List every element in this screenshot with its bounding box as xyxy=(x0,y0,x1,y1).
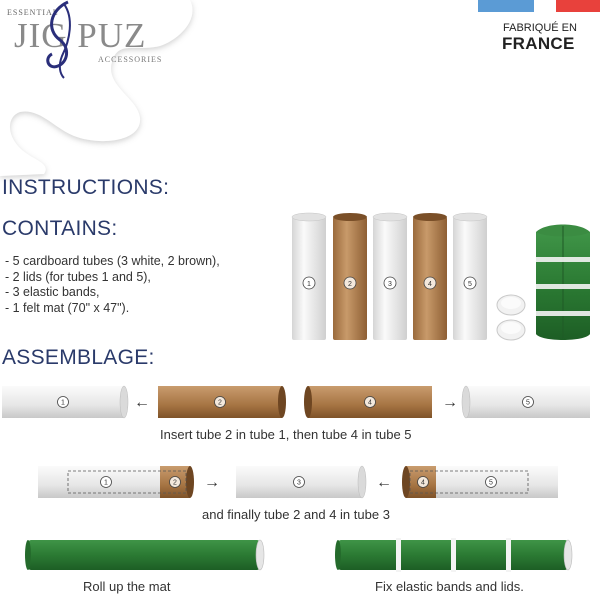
tube-number-label: 1 xyxy=(307,281,311,288)
elastic-band xyxy=(451,538,456,572)
contents-item: - 5 cardboard tubes (3 white, 2 brown), xyxy=(5,254,220,268)
arrow-right-icon: → xyxy=(442,394,458,411)
horizontal-tube-3 xyxy=(236,466,366,498)
horizontal-tube-1 xyxy=(2,386,128,418)
tube-number-label: 1 xyxy=(61,399,65,407)
logo-essential-text: ESSENTIAL xyxy=(7,8,59,17)
contents-item: - 1 felt mat (70" x 47"). xyxy=(5,300,130,315)
tube-number-label: 5 xyxy=(526,399,530,407)
horizontal-tube-2 xyxy=(158,386,286,418)
step-2-caption: and finally tube 2 and 4 in tube 3 xyxy=(202,507,390,522)
tube-number-label: 4 xyxy=(368,399,372,407)
rolled-mat-with-bands xyxy=(335,538,572,572)
step-4-caption: Fix elastic bands and lids. xyxy=(375,579,524,594)
tube-number-label: 2 xyxy=(173,479,177,487)
vertical-tube-4 xyxy=(413,213,447,340)
lid-icon xyxy=(497,320,525,340)
instructions-heading: INSTRUCTIONS: xyxy=(2,176,170,199)
tube-number-label: 3 xyxy=(297,479,301,487)
contains-heading: CONTAINS: xyxy=(2,217,118,240)
arrow-left-icon: ← xyxy=(376,474,392,491)
tube-number-label: 2 xyxy=(348,281,352,288)
rolled-mat-horizontal xyxy=(25,540,264,570)
vertical-tube-5 xyxy=(453,213,487,340)
logo-brand-name: JIG PUZ xyxy=(14,16,147,55)
horizontal-tube-5 xyxy=(462,386,590,418)
step-1-caption: Insert tube 2 in tube 1, then tube 4 in tube 5 xyxy=(160,427,412,442)
arrow-right-icon: → xyxy=(204,474,220,491)
horizontal-tube-4 xyxy=(304,386,432,418)
assemblage-heading: ASSEMBLAGE: xyxy=(2,346,155,369)
elastic-band xyxy=(536,284,590,289)
elastic-band xyxy=(536,257,590,262)
contents-item: - 3 elastic bands, xyxy=(5,285,100,299)
combined-tube-4-5 xyxy=(402,466,558,498)
combined-tube-1-2 xyxy=(38,466,194,498)
tube-number-label: 4 xyxy=(428,281,432,288)
step-3-caption: Roll up the mat xyxy=(83,579,171,594)
tube-number-label: 4 xyxy=(421,479,425,487)
made-in-country: FRANCE xyxy=(502,34,575,53)
tube-number-label: 1 xyxy=(104,479,108,487)
tube-number-label: 5 xyxy=(468,281,472,288)
elastic-band xyxy=(396,538,401,572)
tube-number-label: 5 xyxy=(489,479,493,487)
arrow-left-icon: ← xyxy=(134,394,150,411)
made-in-label: FABRIQUÉ EN xyxy=(503,22,577,34)
elastic-band xyxy=(536,311,590,316)
lid-icon xyxy=(497,295,525,315)
contents-item: - 2 lids (for tubes 1 and 5), xyxy=(5,269,151,284)
logo-accessories-text: ACCESSORIES xyxy=(98,55,163,64)
vertical-tube-2 xyxy=(333,213,367,340)
tube-number-label: 3 xyxy=(388,281,392,288)
tube-number-label: 2 xyxy=(218,399,222,407)
elastic-band xyxy=(506,538,511,572)
rolled-mat-vertical xyxy=(536,225,590,341)
vertical-tube-3 xyxy=(373,213,407,340)
vertical-tube-1 xyxy=(292,213,326,340)
